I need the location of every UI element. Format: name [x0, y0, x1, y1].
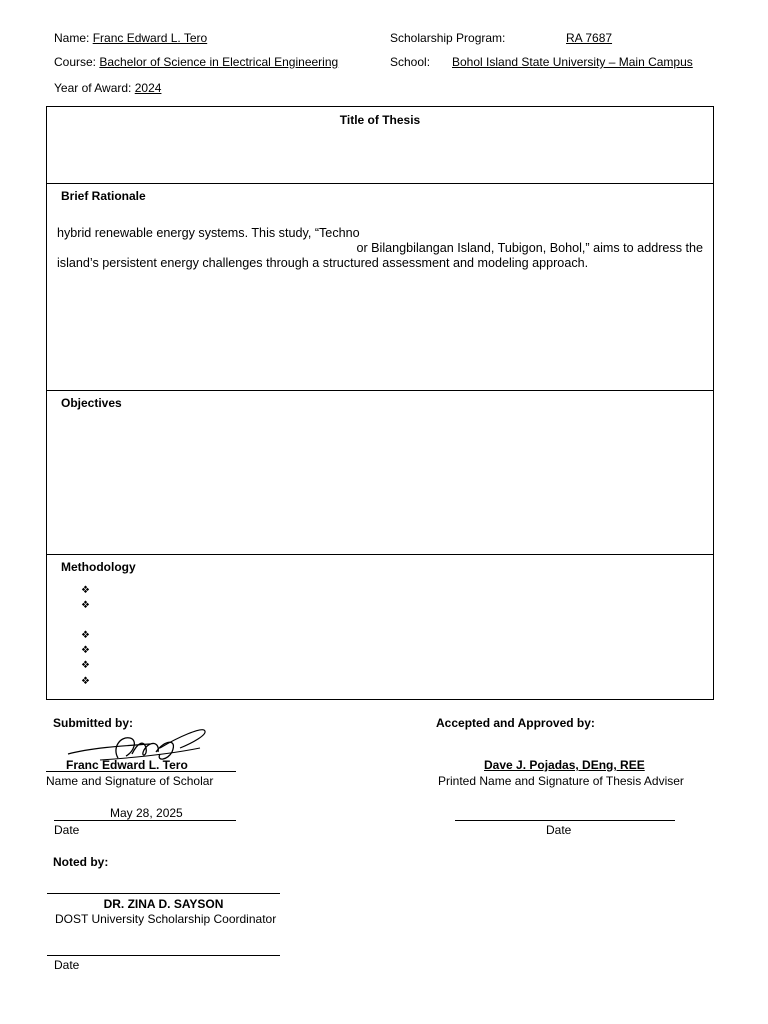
scholar-signature-line [46, 771, 236, 772]
course-label: Course: [54, 55, 97, 69]
rationale-line-1: hybrid renewable energy systems. This study, “Techno [57, 226, 360, 240]
rationale-line-3: island’s persistent energy challenges through a structured assessment and modeling approach. [57, 256, 589, 270]
name-label: Name: [54, 31, 90, 45]
rationale-line-2: or Bilangbilangan Island, Tubigon, Bohol,” aims to address the [356, 241, 703, 255]
accepted-label: Accepted and Approved by: [436, 716, 595, 730]
divider [47, 183, 713, 184]
divider [47, 554, 713, 555]
bullet-icon: ❖ [81, 630, 90, 641]
bullet-icon: ❖ [81, 645, 90, 656]
coordinator-date-label: Date [54, 958, 80, 972]
course-field [54, 55, 338, 69]
divider [47, 390, 713, 391]
bullet-icon: ❖ [81, 660, 90, 671]
coordinator-signature-line [47, 893, 280, 894]
scholar-date-label: Date [54, 823, 80, 837]
title-heading: Title of Thesis [339, 113, 421, 127]
scholar-date-line [54, 820, 236, 821]
submitted-label: Submitted by: [53, 716, 133, 730]
year-label: Year of Award: [54, 81, 132, 95]
adviser-name: Dave J. Pojadas, DEng, REE [484, 758, 645, 772]
name-value: Franc Edward L. Tero [92, 31, 208, 45]
program-label: Scholarship Program: [390, 31, 506, 45]
scholar-caption: Name and Signature of Scholar [46, 774, 214, 788]
adviser-date-line [455, 820, 675, 821]
coordinator-name: DR. ZINA D. SAYSON [103, 897, 224, 911]
adviser-caption: Printed Name and Signature of Thesis Adviser [438, 774, 684, 788]
rationale-heading: Brief Rationale [61, 189, 146, 203]
methodology-heading: Methodology [61, 560, 136, 574]
year-field [54, 81, 161, 95]
scholar-name: Franc Edward L. Tero [66, 758, 188, 772]
year-value: 2024 [134, 81, 162, 95]
school-label: School: [390, 55, 431, 69]
course-value: Bachelor of Science in Electrical Engineering [99, 55, 339, 69]
coordinator-caption: DOST University Scholarship Coordinator [55, 912, 277, 926]
scholar-date-value: May 28, 2025 [110, 806, 183, 820]
objectives-heading: Objectives [61, 396, 122, 410]
bullet-icon: ❖ [81, 676, 90, 687]
program-value: RA 7687 [566, 31, 613, 45]
noted-label: Noted by: [53, 855, 109, 869]
school-value: Bohol Island State University – Main Campus [452, 55, 693, 69]
coordinator-date-line [47, 955, 280, 956]
adviser-date-label: Date [546, 823, 572, 837]
bullet-icon: ❖ [81, 600, 90, 611]
name-field [54, 31, 207, 45]
thesis-form-box [46, 106, 714, 700]
bullet-icon: ❖ [81, 585, 90, 596]
